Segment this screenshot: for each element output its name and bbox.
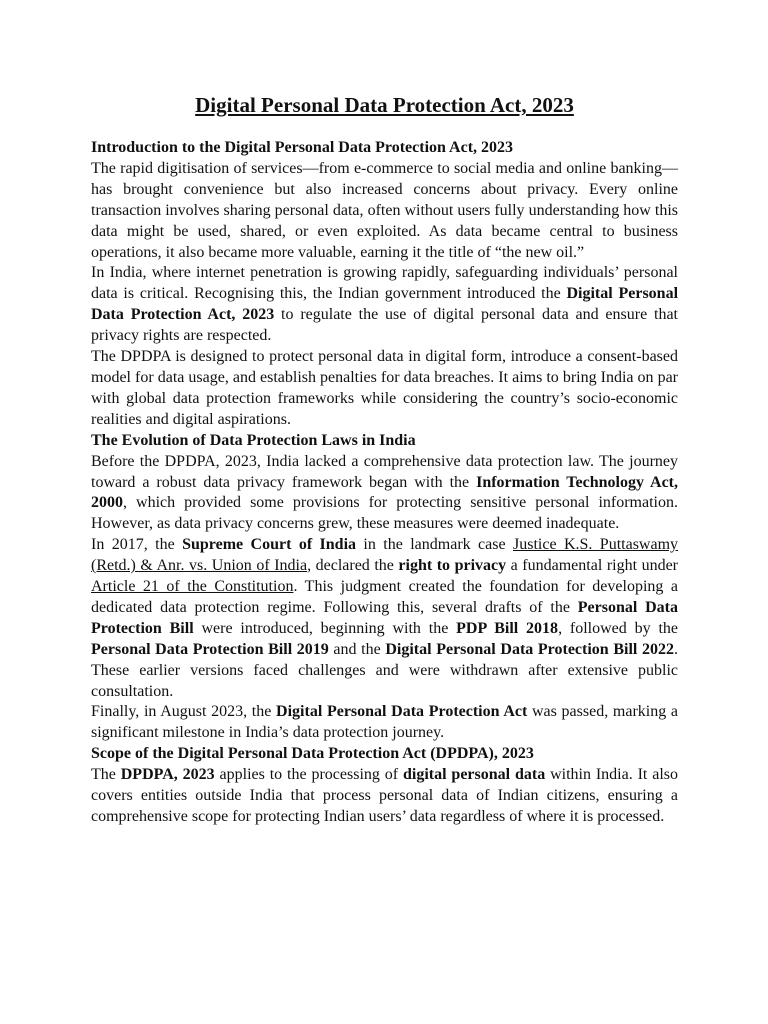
text-run: The — [91, 766, 121, 784]
text-run: to regulate the use of digital personal data and ensure that privacy rights are respected. — [91, 306, 678, 345]
text-run: . These earlier versions faced challenges and were withdrawn after extensive public consultation. — [91, 640, 678, 700]
case-link[interactable]: Article 21 of the Constitution — [91, 578, 294, 596]
bold-text: Supreme Court of India — [182, 536, 357, 554]
paragraph — [91, 347, 678, 431]
text-run: The Evolution of Data Protection Laws in India — [91, 431, 416, 449]
bold-text: DPDPA, 2023 — [120, 766, 215, 784]
text-run: within India. It also covers entities outside India that process personal data of Indian citizens, ensuring a comprehensive scope for protecting Indian users’ data regardless of where it is processed. — [91, 766, 679, 825]
bold-text: right to privacy — [398, 557, 507, 575]
bold-text: digital personal data — [402, 766, 546, 784]
bold-text: Digital Personal Data Protection Bill 2022 — [385, 640, 674, 658]
paragraph — [91, 263, 678, 347]
bold-text: Personal Data Protection Bill 2019 — [91, 640, 329, 658]
text-run: The DPDPA is designed to protect personal data in digital form, introduce a consent-based model for data usage, and establish penalties for data breaches. It aims to bring India on par with global data protection frameworks while considering the country’s socio-economic realities and digital aspirations. — [91, 348, 678, 428]
text-run: a fundamental right under — [506, 557, 678, 575]
bold-text: Digital Personal Data Protection Act — [276, 703, 528, 721]
bold-text: Digital Personal Data Protection Act, 2023 — [91, 285, 679, 324]
text-run: In India, where internet penetration is growing rapidly, safeguarding individuals’ personal data is critical. Recognising this, the Indian government introduced the — [91, 264, 678, 303]
text-run: , which provided some provisions for protecting sensitive personal information. However, as data privacy concerns grew, these measures were deemed inadequate. — [91, 494, 678, 533]
text-run: , declared the — [307, 557, 399, 575]
section-heading — [91, 431, 678, 452]
text-run: Scope of the Digital Personal Data Protection Act (DPDPA), 2023 — [91, 745, 534, 763]
paragraph — [91, 765, 678, 828]
text-run: was passed, marking a significant milestone in India’s data protection journey. — [91, 703, 678, 742]
text-run: Finally, in August 2023, the — [91, 703, 277, 721]
document-title: Digital Personal Data Protection Act, 2023 — [195, 93, 574, 117]
text-run: in the landmark case — [356, 536, 513, 554]
text-run: applies to the processing of — [214, 766, 403, 784]
bold-text: Information Technology Act, 2000 — [91, 473, 679, 512]
bold-text: PDP Bill 2018 — [456, 619, 559, 637]
text-run: . This judgment created the foundation for developing a dedicated data protection regime. Following this, several drafts of the — [91, 578, 678, 616]
paragraph — [91, 159, 678, 264]
paragraph — [91, 702, 678, 744]
text-run: Before the DPDPA, 2023, India lacked a comprehensive data protection law. The journey toward a robust data privacy framework began with the — [91, 452, 678, 491]
section-heading — [91, 138, 678, 159]
section-heading — [91, 744, 678, 765]
text-run: Introduction to the Digital Personal Data Protection Act, 2023 — [91, 139, 514, 156]
text-run: The rapid digitisation of services—from e-commerce to social media and online banking—has brought convenience but also increased concerns about privacy. Every online transaction involves sharing personal data, often without users fully understanding how this data might be used, shared, or even exploited. As data became central to business operations, it also became more valuable, earning it the title of “the new oil.” — [91, 159, 678, 261]
paragraph — [91, 535, 678, 702]
text-run: were introduced, beginning with the — [193, 619, 457, 637]
text-run: In 2017, the — [91, 536, 183, 554]
paragraph — [91, 452, 678, 536]
text-run: and the — [328, 640, 386, 658]
case-link[interactable]: Justice K.S. Puttaswamy (Retd.) & Anr. vs. Union of India — [91, 536, 679, 575]
document-body — [91, 138, 678, 828]
bold-text: Personal Data Protection Bill — [91, 598, 678, 637]
text-run: , followed by the — [558, 619, 678, 637]
